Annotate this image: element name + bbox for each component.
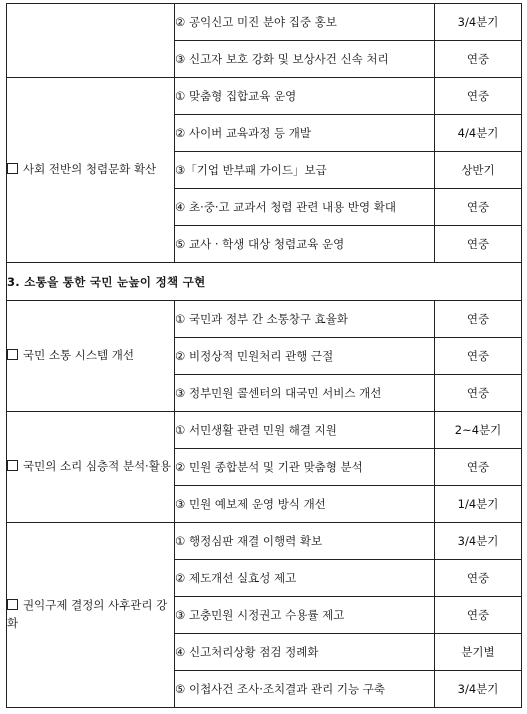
category-cell bbox=[7, 523, 175, 708]
task-cell: ④ 초·중·고 교과서 청렴 관련 내용 반영 확대 bbox=[175, 189, 435, 226]
task-cell: ② 공익신고 미진 분야 집중 홍보 bbox=[175, 4, 435, 41]
category-cell bbox=[7, 301, 175, 412]
table-row bbox=[7, 523, 522, 560]
section-title: 3. 소통을 통한 국민 눈높이 정책 구현 bbox=[7, 263, 522, 301]
table-row bbox=[7, 78, 522, 115]
task-cell: ④ 신고처리상황 점검 정례화 bbox=[175, 634, 435, 671]
category-cell bbox=[7, 78, 175, 263]
task-cell: ② 제도개선 실효성 제고 bbox=[175, 560, 435, 597]
task-cell: ① 행정심판 재결 이행력 확보 bbox=[175, 523, 435, 560]
period-cell: 연중 bbox=[435, 375, 522, 412]
task-cell: ① 서민생활 관련 민원 해결 지원 bbox=[175, 412, 435, 449]
period-cell: 3/4분기 bbox=[435, 671, 522, 708]
period-cell: 상반기 bbox=[435, 152, 522, 189]
checkbox-square-icon bbox=[7, 599, 18, 610]
task-cell: ⑤ 이첩사건 조사·조치결과 관리 기능 구축 bbox=[175, 671, 435, 708]
table-row bbox=[7, 4, 522, 41]
category-cell bbox=[7, 412, 175, 523]
category-label: 국민의 소리 심층적 분석·활용 bbox=[23, 459, 171, 474]
period-cell: 연중 bbox=[435, 338, 522, 375]
category-label: 사회 전반의 청렴문화 확산 bbox=[23, 162, 157, 177]
task-cell: ③ 신고자 보호 강화 및 보상사건 신속 처리 bbox=[175, 41, 435, 78]
task-cell: ① 맞춤형 집합교육 운영 bbox=[175, 78, 435, 115]
category-cell bbox=[7, 4, 175, 78]
section-header-row bbox=[7, 263, 522, 301]
task-cell: ③ 민원 예보제 운영 방식 개선 bbox=[175, 486, 435, 523]
period-cell: 연중 bbox=[435, 449, 522, 486]
period-cell: 연중 bbox=[435, 301, 522, 338]
period-cell: 연중 bbox=[435, 189, 522, 226]
checkbox-square-icon bbox=[7, 460, 18, 471]
period-cell: 연중 bbox=[435, 226, 522, 263]
period-cell: 1/4분기 bbox=[435, 486, 522, 523]
period-cell: 연중 bbox=[435, 41, 522, 78]
period-cell: 연중 bbox=[435, 597, 522, 634]
period-cell: 연중 bbox=[435, 78, 522, 115]
period-cell: 3/4분기 bbox=[435, 4, 522, 41]
period-cell: 3/4분기 bbox=[435, 523, 522, 560]
task-cell: ⑤ 교사 · 학생 대상 청렴교육 운영 bbox=[175, 226, 435, 263]
task-table-body bbox=[7, 4, 522, 708]
checkbox-square-icon bbox=[7, 349, 18, 360]
period-cell: 2~4분기 bbox=[435, 412, 522, 449]
task-cell: ② 사이버 교육과정 등 개발 bbox=[175, 115, 435, 152]
task-cell: ③ 정부민원 콜센터의 대국민 서비스 개선 bbox=[175, 375, 435, 412]
checkbox-square-icon bbox=[7, 163, 18, 174]
table-row bbox=[7, 412, 522, 449]
task-cell: ③「기업 반부패 가이드」보급 bbox=[175, 152, 435, 189]
task-cell: ① 국민과 정부 간 소통창구 효율화 bbox=[175, 301, 435, 338]
category-label: 권익구제 결정의 사후관리 강화 bbox=[7, 598, 168, 630]
task-cell: ③ 고충민원 시정권고 수용률 제고 bbox=[175, 597, 435, 634]
task-table bbox=[6, 3, 522, 708]
table-row bbox=[7, 301, 522, 338]
category-label: 국민 소통 시스템 개선 bbox=[23, 348, 134, 363]
period-cell: 연중 bbox=[435, 560, 522, 597]
period-cell: 4/4분기 bbox=[435, 115, 522, 152]
task-cell: ② 민원 종합분석 및 기관 맞춤형 분석 bbox=[175, 449, 435, 486]
task-cell: ② 비정상적 민원처리 관행 근절 bbox=[175, 338, 435, 375]
period-cell: 분기별 bbox=[435, 634, 522, 671]
